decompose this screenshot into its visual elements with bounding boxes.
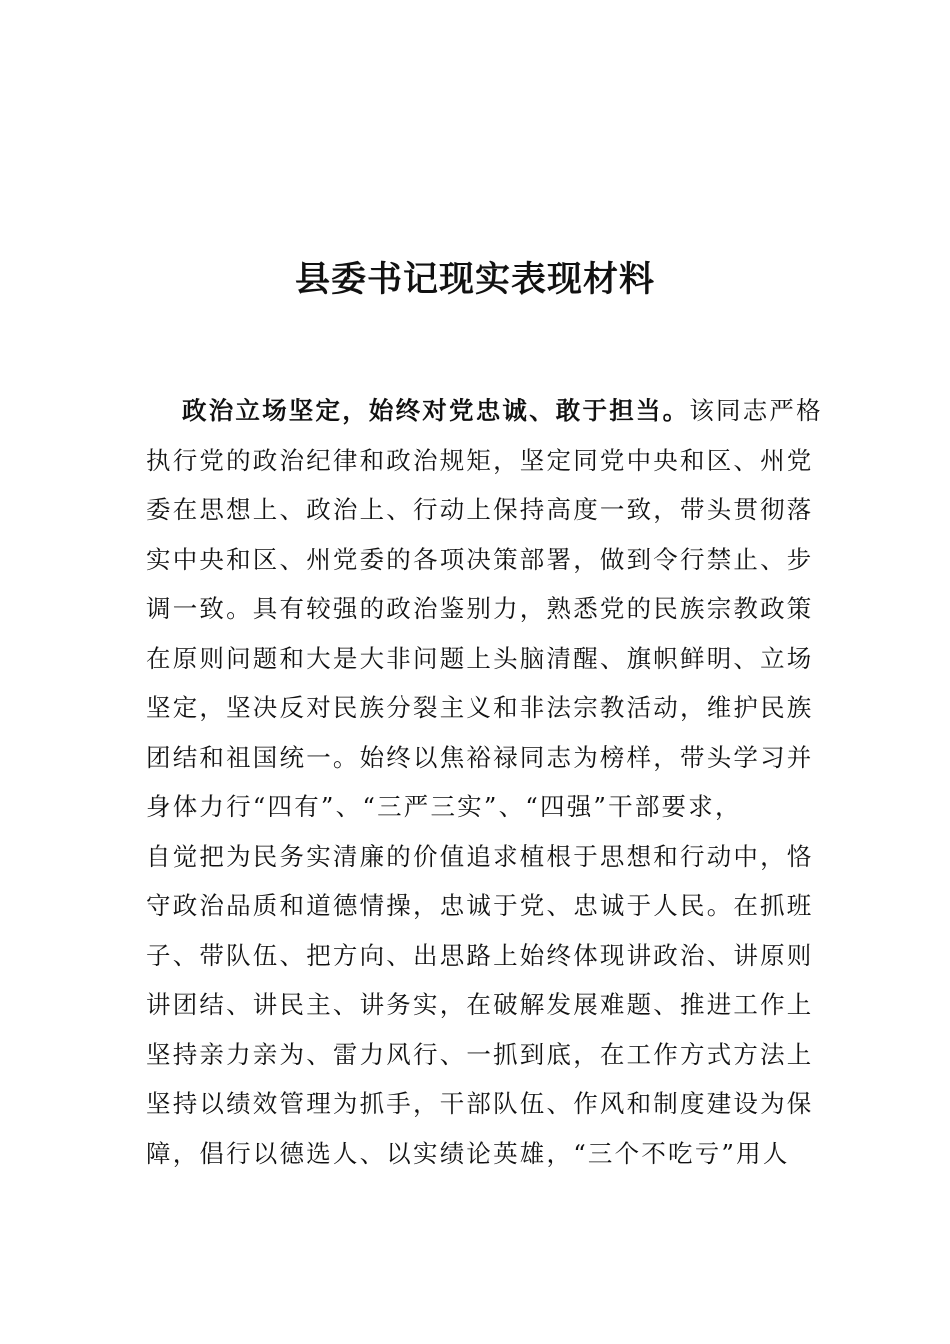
paragraph-line: 讲团结、讲民主、讲务实，在破解发展难题、推进工作上 bbox=[146, 990, 814, 1019]
paragraph-line: 调一致。具有较强的政治鉴别力，熟悉党的民族宗教政策 bbox=[146, 594, 814, 623]
line-text: 该同志严格 bbox=[689, 396, 823, 425]
paragraph-line: 障，倡行以德选人、以实绩论英雄，“三个不吃亏”用人 bbox=[146, 1138, 790, 1168]
paragraph-line: 实中央和区、州党委的各项决策部署，做到令行禁止、步 bbox=[146, 544, 814, 574]
paragraph-line: 子、带队伍、把方向、出思路上始终体现讲政治、讲原则 bbox=[146, 940, 814, 970]
body-paragraph bbox=[146, 386, 823, 1178]
paragraph-line: 坚持以绩效管理为抓手，干部队伍、作风和制度建设为保 bbox=[146, 1089, 814, 1118]
paragraph-line: 执行党的政治纪律和政治规矩，坚定同党中央和区、州党 bbox=[146, 445, 814, 475]
document-title: 县委书记现实表现材料 bbox=[294, 259, 655, 300]
paragraph-line: 坚定，坚决反对民族分裂主义和非法宗教活动，维护民族 bbox=[146, 693, 814, 722]
paragraph-line: 在原则问题和大是大非问题上头脑清醒、旗帜鲜明、立场 bbox=[146, 643, 814, 673]
lead-sentence: 政治立场坚定，始终对党忠诚、敢于担当。 bbox=[182, 396, 690, 425]
paragraph-line: 身体力行“四有”、“三严三实”、“四强”干部要求， bbox=[146, 792, 742, 821]
paragraph-line: 团结和祖国统一。始终以焦裕禄同志为榜样，带头学习并 bbox=[146, 742, 814, 772]
paragraph-line: 坚持亲力亲为、雷力风行、一抓到底，在工作方式方法上 bbox=[146, 1039, 814, 1069]
paragraph-line: 自觉把为民务实清廉的价值追求植根于思想和行动中，恪 bbox=[146, 841, 814, 871]
paragraph-line: 守政治品质和道德情操，忠诚于党、忠诚于人民。在抓班 bbox=[146, 891, 814, 920]
paragraph-line bbox=[146, 386, 823, 436]
paragraph-line: 委在思想上、政治上、行动上保持高度一致，带头贯彻落 bbox=[146, 495, 814, 524]
